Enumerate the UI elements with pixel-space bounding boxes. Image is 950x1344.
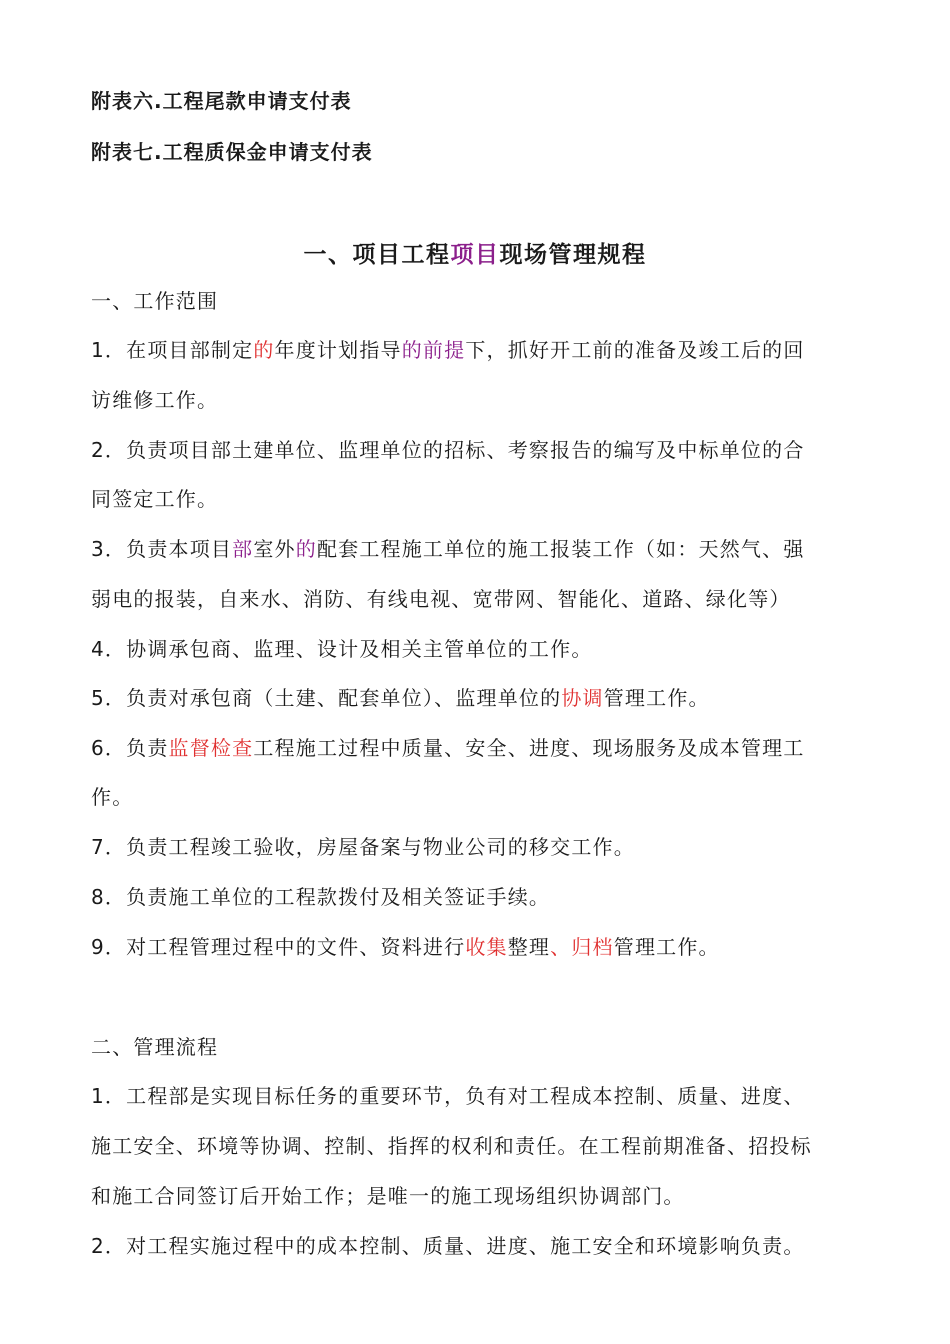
page-title <box>0 236 950 269</box>
s1-item4: 4．协调承包商、监理、设计及相关主管单位的工作。 <box>91 637 593 661</box>
s1-item9-a: 9．对工程管理过程中的文件、资料进行 <box>91 935 466 959</box>
s1-item6-line2: 作。 <box>91 785 134 809</box>
s1-item6-c: 工程施工过程中质量、安全、进度、现场服务及成本管理工 <box>253 736 805 760</box>
appendix-six: 附表六.工程尾款申请支付表 <box>91 89 352 113</box>
s1-item9-d: 、归档 <box>550 935 614 959</box>
s1-item1-c: 年度计划指导 <box>274 338 402 362</box>
section2-heading: 二、管理流程 <box>91 1035 219 1059</box>
s1-item3-a: 3．负责本项目 <box>91 537 233 561</box>
s1-item2-line1: 2．负责项目部土建单位、监理单位的招标、考察报告的编写及中标单位的合 <box>91 438 805 462</box>
s1-item5-a: 5．负责对承包商（土建、配套单位）、监理单位的 <box>91 686 562 710</box>
s1-item2-line2: 同签定工作。 <box>91 487 219 511</box>
s1-item5 <box>91 685 710 711</box>
title-part-b: 项目 <box>450 242 500 268</box>
s1-item1-line1 <box>91 337 805 363</box>
s2-item2: 2．对工程实施过程中的成本控制、质量、进度、施工安全和环境影响负责。 <box>91 1234 805 1258</box>
s1-item5-b: 协调 <box>561 686 604 710</box>
s1-item3-d: 的 <box>295 537 317 561</box>
appendix-seven: 附表七.工程质保金申请支付表 <box>91 140 373 164</box>
title-part-c: 现场管理规程 <box>499 242 647 268</box>
s1-item1-d: 的前提 <box>401 338 466 362</box>
s1-item5-c: 管理工作。 <box>603 686 710 710</box>
s1-item6-line1 <box>91 735 805 761</box>
s1-item3-b: 部 <box>232 537 254 561</box>
s1-item9-b: 收集 <box>465 935 508 959</box>
s1-item3-line2: 弱电的报装，自来水、消防、有线电视、宽带网、智能化、道路、绿化等） <box>91 587 791 611</box>
s1-item6-b: 监督检查 <box>168 736 254 760</box>
s1-item1-line2: 访维修工作。 <box>91 388 219 412</box>
s1-item1-e: 下，抓好开工前的准备及竣工后的回 <box>465 338 805 362</box>
s2-item1-line2: 施工安全、环境等协调、控制、指挥的权利和责任。在工程前期准备、招投标 <box>91 1134 812 1158</box>
s1-item8: 8．负责施工单位的工程款拨付及相关签证手续。 <box>91 885 551 909</box>
s1-item3-e: 配套工程施工单位的施工报装工作（如：天然气、强 <box>316 537 805 561</box>
s1-item9 <box>91 934 720 960</box>
s1-item9-c: 整理 <box>507 935 551 959</box>
title-part-a: 一、项目工程 <box>303 242 451 268</box>
s2-item1-line1: 1．工程部是实现目标任务的重要环节，负有对工程成本控制、质量、进度、 <box>91 1084 805 1108</box>
s1-item1-a: 1．在项目部制定 <box>91 338 254 362</box>
s1-item3-line1 <box>91 536 805 562</box>
s1-item6-a: 6．负责 <box>91 736 169 760</box>
s1-item9-e: 管理工作。 <box>613 935 720 959</box>
s1-item7: 7．负责工程竣工验收，房屋备案与物业公司的移交工作。 <box>91 835 635 859</box>
section1-heading: 一、工作范围 <box>91 289 219 313</box>
s2-item1-line3: 和施工合同签订后开始工作；是唯一的施工现场组织协调部门。 <box>91 1184 685 1208</box>
s1-item3-c: 室外 <box>253 537 296 561</box>
s1-item1-b: 的 <box>253 338 275 362</box>
